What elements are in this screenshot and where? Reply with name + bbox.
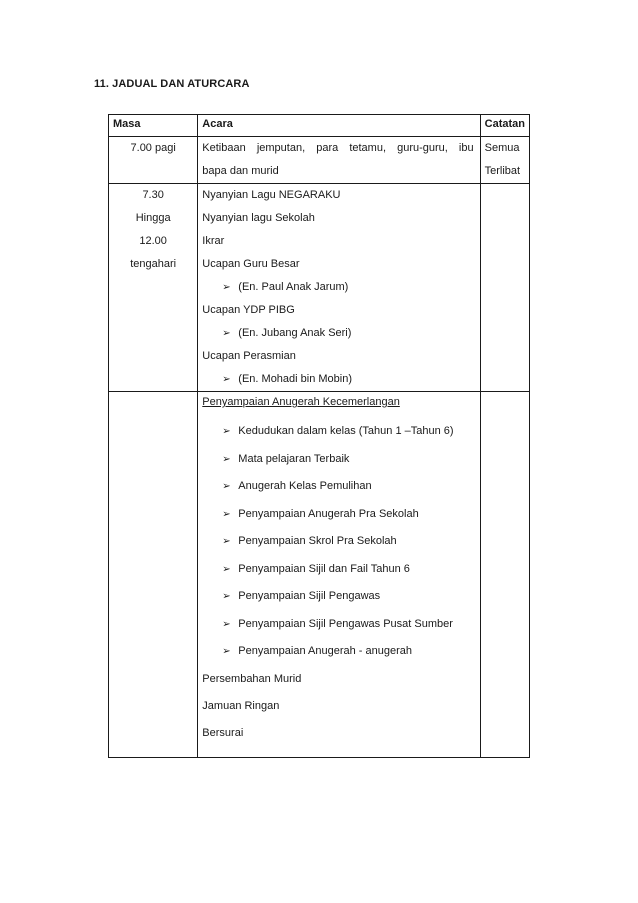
bullet-item xyxy=(202,473,475,501)
cell-catatan xyxy=(480,184,529,392)
arrow-bullet-icon: ➢ xyxy=(222,374,231,385)
acara-line xyxy=(202,137,475,160)
bullet-text: Mata pelajaran Terbaik xyxy=(238,452,350,465)
cell-catatan: Semua Terlibat xyxy=(480,137,529,184)
arrow-bullet-icon: ➢ xyxy=(222,618,231,630)
bullet-item xyxy=(202,583,475,611)
word: tetamu, xyxy=(349,142,386,154)
word: ibu xyxy=(458,142,474,154)
arrow-bullet-icon: ➢ xyxy=(222,481,231,492)
bullet-text: (En. Jubang Anak Seri) xyxy=(238,327,352,339)
word: Ketibaan xyxy=(202,142,246,154)
bullet-text: (En. Paul Anak Jarum) xyxy=(238,281,349,293)
bullet-item xyxy=(202,276,475,299)
arrow-bullet-icon: ➢ xyxy=(222,646,231,657)
time-line: 12.00 xyxy=(139,235,167,247)
arrow-bullet-icon: ➢ xyxy=(222,426,231,437)
bullet-item xyxy=(202,638,475,666)
programme-item: Nyanyian lagu Sekolah xyxy=(202,212,315,224)
bullet-item xyxy=(202,418,475,446)
programme-item: Persembahan Murid xyxy=(202,672,302,685)
section-title: Penyampaian Anugerah Kecemerlangan xyxy=(202,396,400,408)
bullet-item xyxy=(202,446,475,474)
arrow-bullet-icon: ➢ xyxy=(222,591,231,602)
bullet-text: Kedudukan dalam kelas (Tahun 1 –Tahun 6) xyxy=(238,425,454,437)
time-line: Hingga xyxy=(135,212,171,224)
header-acara: Acara xyxy=(198,115,480,137)
programme-item: Bersurai xyxy=(202,726,244,739)
table-row xyxy=(109,184,530,392)
arrow-bullet-icon: ➢ xyxy=(222,563,231,575)
table-row xyxy=(109,392,530,758)
time-line: tengahari xyxy=(130,258,177,270)
programme-item: Ucapan Guru Besar xyxy=(202,258,300,270)
table-header-row xyxy=(109,115,530,137)
word: para xyxy=(316,142,339,154)
section-heading: 11. JADUAL DAN ATURCARA xyxy=(94,78,250,90)
cell-masa: 7.00 pagi xyxy=(109,137,198,184)
arrow-bullet-icon: ➢ xyxy=(222,508,231,520)
word: guru-guru, xyxy=(397,142,448,154)
bullet-text: Penyampaian Sijil dan Fail Tahun 6 xyxy=(238,562,410,575)
bullet-item xyxy=(202,322,475,345)
programme-item: Jamuan Ringan xyxy=(202,699,280,712)
bullet-item xyxy=(202,501,475,529)
programme-item: Ucapan YDP PIBG xyxy=(202,304,295,316)
bullet-item xyxy=(202,528,475,556)
table-row xyxy=(109,137,530,184)
bullet-text: Penyampaian Anugerah Pra Sekolah xyxy=(238,507,419,520)
arrow-bullet-icon: ➢ xyxy=(222,328,231,339)
cell-masa xyxy=(109,392,198,758)
bullet-text: (En. Mohadi bin Mobin) xyxy=(238,373,353,385)
cell-acara xyxy=(198,392,480,758)
header-masa: Masa xyxy=(109,115,198,137)
arrow-bullet-icon: ➢ xyxy=(222,282,231,293)
bullet-text: Anugerah Kelas Pemulihan xyxy=(238,480,372,492)
schedule-table xyxy=(108,114,530,758)
time-line: 7.30 xyxy=(142,189,164,201)
acara-line: bapa dan murid xyxy=(202,165,279,177)
cell-acara xyxy=(198,137,480,184)
cell-acara xyxy=(198,184,480,392)
arrow-bullet-icon: ➢ xyxy=(222,536,231,547)
arrow-bullet-icon: ➢ xyxy=(222,453,231,465)
bullet-text: Penyampaian Sijil Pengawas xyxy=(238,590,381,602)
bullet-text: Penyampaian Skrol Pra Sekolah xyxy=(238,535,397,547)
bullet-item xyxy=(202,368,475,391)
cell-catatan xyxy=(480,392,529,758)
cell-masa xyxy=(109,184,198,392)
bullet-item xyxy=(202,556,475,584)
header-catatan: Catatan xyxy=(480,115,529,137)
programme-item: Ucapan Perasmian xyxy=(202,350,296,362)
programme-item: Nyanyian Lagu NEGARAKU xyxy=(202,189,341,201)
programme-item: Ikrar xyxy=(202,235,225,247)
bullet-item xyxy=(202,611,475,639)
bullet-text: Penyampaian Anugerah - anugerah xyxy=(238,645,412,657)
bullet-text: Penyampaian Sijil Pengawas Pusat Sumber xyxy=(238,617,453,630)
word: jemputan, xyxy=(256,142,306,154)
